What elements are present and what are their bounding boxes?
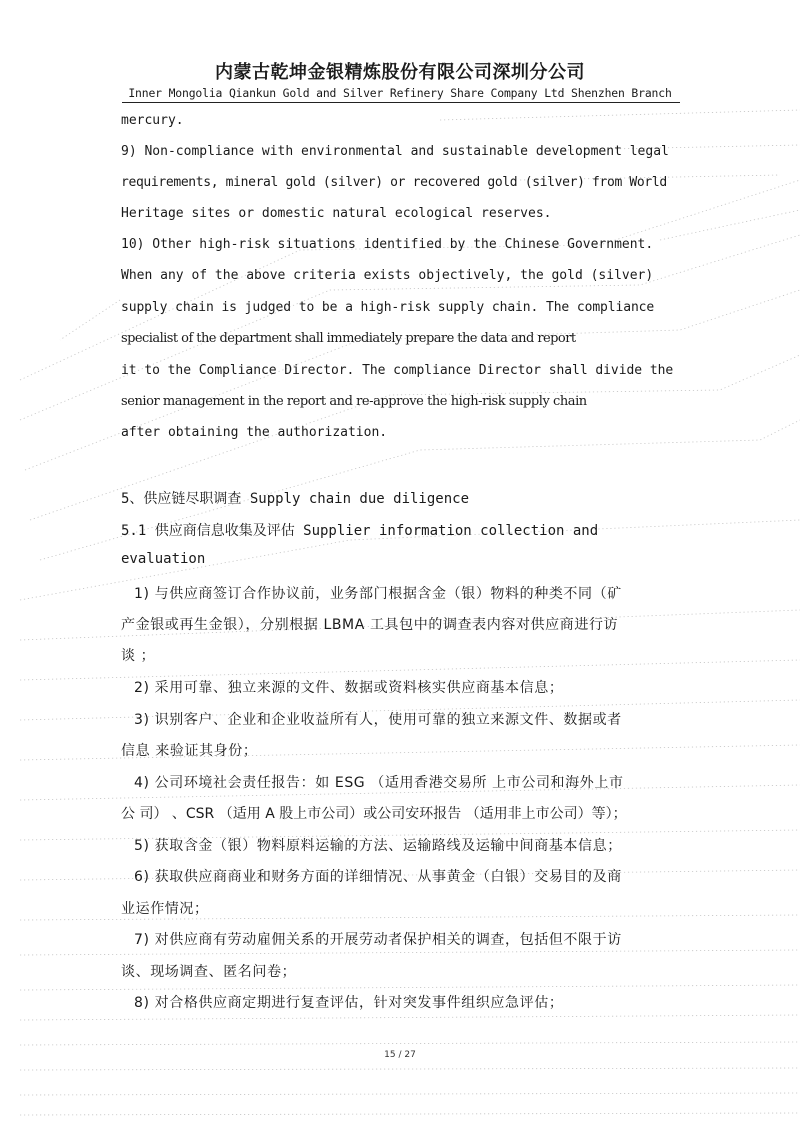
list-item: 4) 公司环境社会责任报告：如 ESG （适用香港交易所 上市公司和海外上市 (134, 775, 624, 791)
list-item-continued: 业运作情况； (121, 901, 209, 917)
list-item: 3) 识别客户、企业和企业收益所有人，使用可靠的独立来源文件、数据或者 (134, 712, 622, 728)
text-line: Heritage sites or domestic natural ecological reserves. (121, 206, 552, 221)
subsection-heading-continued: evaluation (121, 551, 206, 567)
list-item: 2) 采用可靠、独立来源的文件、数据或资料核实供应商基本信息； (134, 680, 564, 696)
company-name-chinese: 内蒙古乾坤金银精炼股份有限公司深圳分公司 (215, 62, 585, 83)
list-item: 8) 对合格供应商定期进行复查评估，针对突发事件组织应急评估； (134, 995, 564, 1011)
subsection-heading: 5.1 供应商信息收集及评估 Supplier information collection and (121, 523, 599, 539)
text-line: 10) Other high-risk situations identified by the Chinese Government. (121, 237, 654, 252)
text-line: it to the Compliance Director. The compliance Director shall divide the (121, 363, 674, 378)
list-item: 5) 获取含金（银）物料原料运输的方法、运输路线及运输中间商基本信息； (134, 838, 622, 854)
list-item: 7) 对供应商有劳动雇佣关系的开展劳动者保护相关的调查，包括但不限于访 (134, 932, 622, 948)
text-line: 9) Non-compliance with environmental and sustainable development legal (121, 144, 669, 159)
company-name-english: Inner Mongolia Qiankun Gold and Silver Refinery Share Company Ltd Shenzhen Branch (128, 86, 672, 100)
header-divider (122, 102, 680, 103)
list-item-continued: 谈 ； (121, 648, 156, 664)
list-item-continued: 公 司） 、CSR （适用 A 股上市公司）或公司安环报告 （适用非上市公司）等）； (121, 806, 627, 822)
text-line: mercury. (121, 113, 184, 128)
section-heading: 5、供应链尽职调查 Supply chain due diligence (121, 491, 470, 507)
text-line: after obtaining the authorization. (121, 425, 388, 440)
page-number: 15 / 27 (384, 1050, 416, 1060)
list-item-continued: 产金银或再生金银），分别根据 LBMA 工具包中的调查表内容对供应商进行访 (121, 617, 619, 633)
text-line: When any of the above criteria exists objectively, the gold (silver) (121, 268, 654, 283)
text-line: supply chain is judged to be a high-risk supply chain. The compliance (121, 300, 655, 315)
list-item: 6) 获取供应商商业和财务方面的详细情况、从事黄金（白银）交易目的及商 (134, 869, 622, 885)
list-item-continued: 信息 来验证其身份； (121, 743, 258, 759)
list-item: 1) 与供应商签订合作协议前，业务部门根据含金（银）物料的种类不同（矿 (134, 586, 622, 602)
list-item-continued: 谈、现场调查、匿名问卷； (121, 964, 297, 980)
text-line: specialist of the department shall immediately prepare the data and report (121, 331, 576, 346)
text-line: requirements, mineral gold (silver) or recovered gold (silver) from World (121, 175, 667, 190)
text-line: senior management in the report and re-approve the high-risk supply chain (121, 394, 587, 409)
